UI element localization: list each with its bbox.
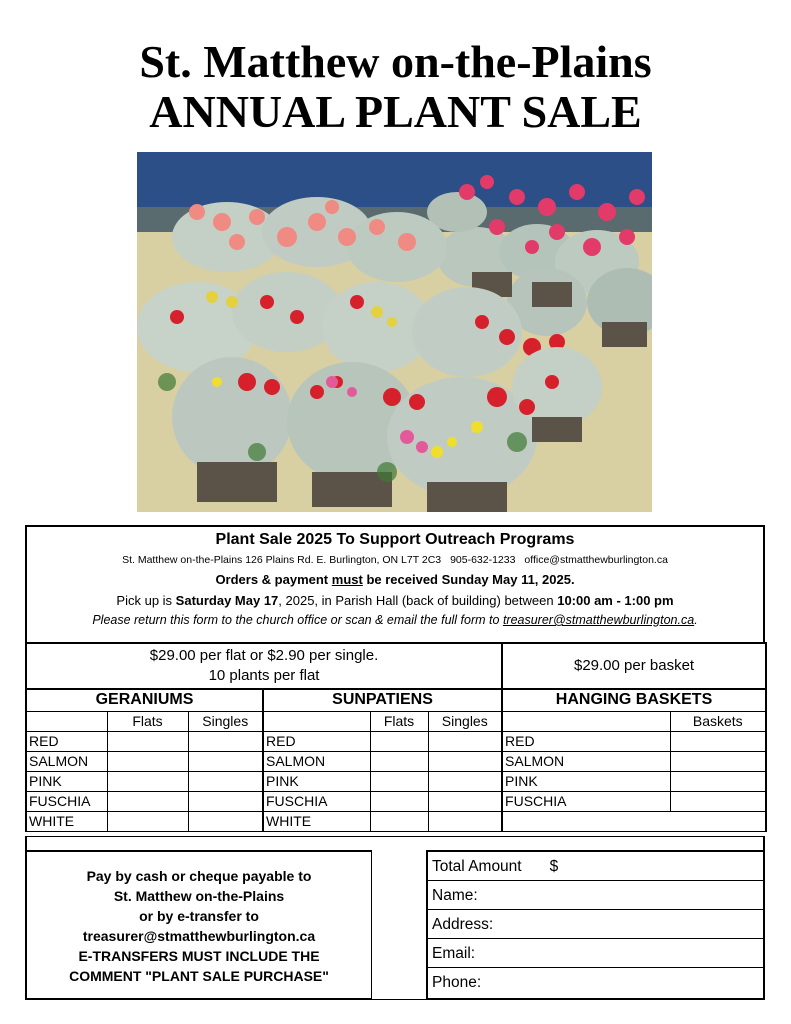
total-amount-label: Total Amount: [432, 858, 522, 875]
basket-price: $29.00 per basket: [502, 643, 766, 689]
return-instructions: Please return this form to the church office or scan & email the full form to treasurer@stmatthewburlington.ca.: [92, 613, 698, 627]
sunpatiens-header: SUNPATIENS: [263, 689, 502, 711]
address-field[interactable]: [428, 910, 763, 939]
geranium-color-label: WHITE: [26, 811, 107, 831]
geranium-flats-input[interactable]: [107, 731, 188, 751]
church-phone: 905-632-1233: [450, 554, 516, 566]
sunpatiens-singles-input[interactable]: [428, 751, 502, 771]
table-row: [26, 771, 766, 791]
basket-qty-input[interactable]: [670, 731, 766, 751]
payment-email: treasurer@stmatthewburlington.ca: [82, 928, 316, 944]
name-label: Name:: [432, 887, 478, 904]
table-row: [26, 811, 766, 831]
basket-qty-input[interactable]: [670, 791, 766, 811]
email-field[interactable]: [428, 939, 763, 968]
table-row: [26, 731, 766, 751]
sunpatiens-color-label: PINK: [263, 771, 370, 791]
address-label: Address:: [432, 916, 494, 933]
payment-instructions: [25, 850, 372, 1000]
sunpatiens-color-label: RED: [263, 731, 370, 751]
sunpatiens-flats-col: Flats: [370, 711, 428, 731]
church-name-title: St. Matthew on-the-Plains: [139, 36, 652, 87]
sunpatiens-color-label: SALMON: [263, 751, 370, 771]
geranium-color-label: FUSCHIA: [26, 791, 107, 811]
total-amount-field[interactable]: [428, 852, 763, 881]
email-label: Email:: [432, 945, 476, 962]
geranium-flats-input[interactable]: [107, 791, 188, 811]
pickup-info: Pick up is Saturday May 17, 2025, in Parish Hall (back of building) between 10:00 am - 1:00 pm: [116, 593, 674, 608]
church-address: St. Matthew on-the-Plains 126 Plains Rd. E. Burlington, ON L7T 2C3: [122, 554, 442, 566]
geranium-singles-input[interactable]: [188, 731, 263, 751]
basket-color-label: PINK: [502, 771, 670, 791]
geranium-singles-input[interactable]: [188, 791, 263, 811]
basket-color-label: RED: [502, 731, 670, 751]
payment-line: Pay by cash or cheque payable to: [86, 868, 312, 884]
sunpatiens-flats-input[interactable]: [370, 751, 428, 771]
order-deadline: Orders & payment must be received Sunday May 11, 2025.: [215, 572, 575, 587]
payment-note: E-TRANSFERS MUST INCLUDE THE: [78, 948, 320, 964]
geranium-color-label: PINK: [26, 771, 107, 791]
section-divider: [25, 836, 765, 850]
basket-color-label: FUSCHIA: [502, 791, 670, 811]
sunpatiens-singles-input[interactable]: [428, 811, 502, 831]
sale-heading: Plant Sale 2025 To Support Outreach Programs: [215, 531, 575, 548]
geranium-singles-input[interactable]: [188, 811, 263, 831]
geranium-color-label: SALMON: [26, 751, 107, 771]
order-grid: [25, 642, 767, 832]
phone-label: Phone:: [432, 974, 482, 991]
sunpatiens-singles-input[interactable]: [428, 791, 502, 811]
geraniums-header: GERANIUMS: [26, 689, 263, 711]
sunpatiens-flats-input[interactable]: [370, 771, 428, 791]
payment-payee: St. Matthew on-the-Plains: [113, 888, 285, 904]
table-row: [26, 751, 766, 771]
name-field[interactable]: [428, 881, 763, 910]
geranium-singles-input[interactable]: [188, 771, 263, 791]
basket-qty-input[interactable]: [670, 751, 766, 771]
basket-color-label: SALMON: [502, 751, 670, 771]
geranium-flats-input[interactable]: [107, 771, 188, 791]
geranium-flats-input[interactable]: [107, 811, 188, 831]
hanging-baskets-photo: [137, 152, 652, 512]
bottom-rule: [372, 999, 426, 1000]
flat-price: $29.00 per flat or $2.90 per single.: [149, 647, 379, 664]
payment-line: or by e-transfer to: [139, 908, 259, 924]
dollar-sign: $: [549, 858, 559, 875]
baskets-col: Baskets: [670, 711, 766, 731]
table-row: [26, 791, 766, 811]
phone-field[interactable]: [428, 968, 763, 998]
sunpatiens-flats-input[interactable]: [370, 731, 428, 751]
basket-qty-input[interactable]: [670, 771, 766, 791]
church-contact-line: [27, 554, 763, 566]
sunpatiens-flats-input[interactable]: [370, 811, 428, 831]
sunpatiens-color-label: FUSCHIA: [263, 791, 370, 811]
geranium-color-label: RED: [26, 731, 107, 751]
plant-sale-title: ANNUAL PLANT SALE: [149, 86, 642, 137]
sunpatiens-singles-input[interactable]: [428, 731, 502, 751]
sunpatiens-singles-input[interactable]: [428, 771, 502, 791]
flat-price-cell: [26, 643, 502, 689]
sunpatiens-color-label: WHITE: [263, 811, 370, 831]
geranium-singles-input[interactable]: [188, 751, 263, 771]
sale-info-box: [25, 525, 765, 642]
geranium-flats-input[interactable]: [107, 751, 188, 771]
treasurer-email-link[interactable]: treasurer@stmatthewburlington.ca: [502, 613, 695, 627]
payment-note: COMMENT "PLANT SALE PURCHASE": [69, 968, 329, 984]
geraniums-flats-col: Flats: [107, 711, 188, 731]
basket-empty-cell: [502, 811, 766, 831]
church-email[interactable]: office@stmatthewburlington.ca: [524, 554, 668, 566]
geraniums-singles-col: Singles: [188, 711, 263, 731]
sunpatiens-flats-input[interactable]: [370, 791, 428, 811]
plants-per-flat: 10 plants per flat: [208, 667, 320, 684]
hanging-baskets-header: HANGING BASKETS: [502, 689, 766, 711]
sunpatiens-singles-col: Singles: [428, 711, 502, 731]
customer-fields: [426, 850, 765, 1000]
